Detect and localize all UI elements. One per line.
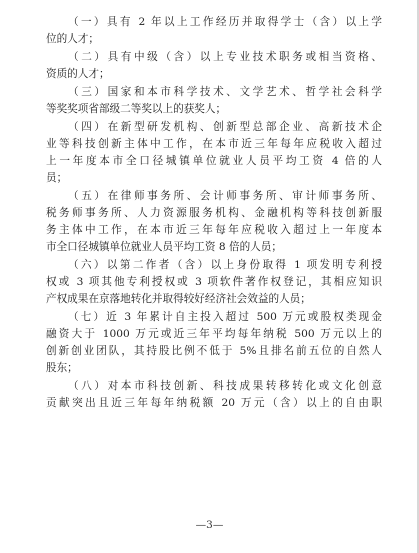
paragraph-item-8 <box>46 378 382 412</box>
text-line: 产权成果在京落地转化并取得较好经济社会效益的人员； <box>46 293 311 305</box>
text-line: （二）具有中级（含）以上专业技术职务或相当资格、 <box>68 51 382 63</box>
text-line: 贡献突出且近三年每年纳税额 20 万元（含）以上的自由职 <box>46 397 382 409</box>
text-line: 创新创业团队，其持股比例不低于 5%且排名前五位的自然人 <box>46 345 382 357</box>
text-line: 市全口径城镇单位就业人员平均工资 8 倍的人员； <box>46 241 282 253</box>
paragraph-item-6 <box>46 257 382 308</box>
text-line: （六）以第二作者（含）以上身份取得 1 项发明专利授 <box>68 259 382 271</box>
text-line: 融资大于 1000 万元或近三年平均每年纳税 500 万元以上的 <box>46 328 382 340</box>
text-line: 权或 3 项其他专利授权或 3 项软件著作权登记，其相应知识 <box>46 276 382 288</box>
text-line: 务主体中工作，在本市近三年每年应税收入超过上一年度本 <box>46 224 382 236</box>
text-line: 等奖奖项省部级二等奖以上的获奖人； <box>46 103 227 115</box>
text-line: （一）具有 2 年以上工作经历并取得学士（含）以上学 <box>68 16 382 28</box>
text-line: 业等科技创新主体中工作，在本市近三年每年应税收入超过 <box>46 138 382 150</box>
paragraph-item-5 <box>46 188 382 256</box>
page-number: —3— <box>195 519 224 531</box>
text-line: （三）国家和本市科学技术、文学艺术、哲学社会科学 <box>68 86 382 98</box>
paragraph-item-7 <box>46 309 382 377</box>
text-line: （八）对本市科技创新、科技成果转移转化或文化创意 <box>68 380 382 392</box>
text-line: 税务师事务所、人力资源服务机构、金融机构等科技创新服 <box>46 207 382 219</box>
paragraph-item-3 <box>46 84 382 118</box>
document-body <box>46 14 382 413</box>
text-line: 员； <box>46 172 68 184</box>
text-line: （五）在律师事务所、会计师事务所、审计师事务所、 <box>68 190 382 202</box>
text-line: 上一年度本市全口径城镇单位就业人员平均工资 4 倍的人 <box>46 155 382 167</box>
text-line: 资质的人才； <box>46 68 110 80</box>
text-line: （四）在新型研发机构、创新型总部企业、高新技术企 <box>68 121 382 133</box>
text-line: （七）近 3 年累计自主投入超过 500 万元或股权类现金 <box>68 311 382 323</box>
text-line: 位的人才； <box>46 33 99 45</box>
paragraph-item-1 <box>46 14 382 48</box>
paragraph-item-4 <box>46 119 382 187</box>
paragraph-item-2 <box>46 49 382 83</box>
text-line: 股东； <box>46 362 78 374</box>
